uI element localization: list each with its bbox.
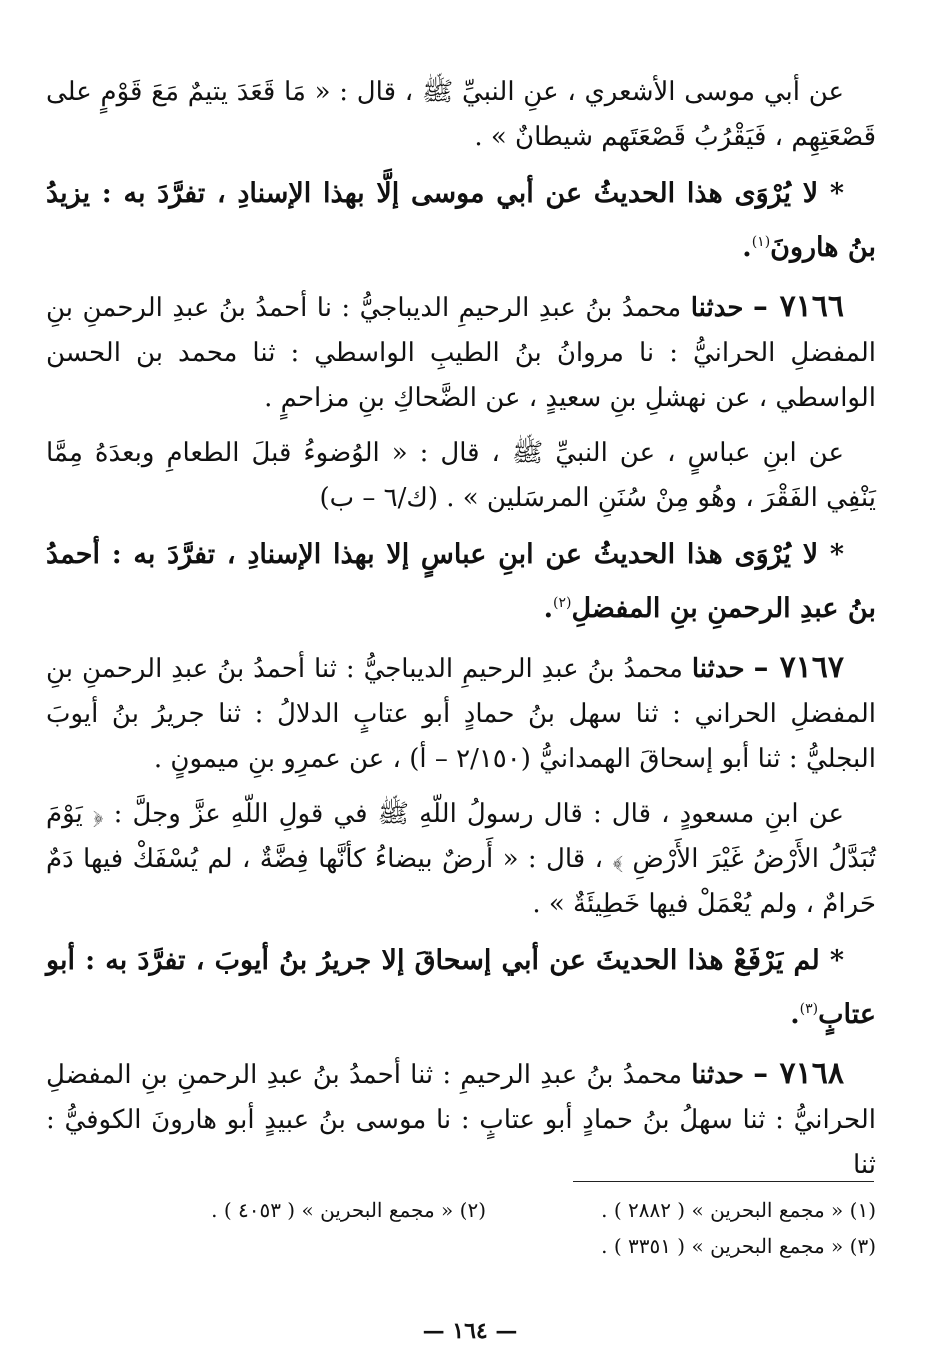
- hadith-number: ٧١٦٧ –: [753, 650, 845, 685]
- hadith-text-content: عن ابنِ مسعودٍ ، قال : قال رسولُ اللّهِ ﷺ في قولِ اللّهِ عزَّ وجلَّ : ﴿ يَوْمَ تُبَدَّلُ الأَرْضُ غَيْرَ الأَرْضِ ﴾ ، قال : « أَرضٌ بيضاءُ كأنَّها فِضَّةٌ ، لم يُسْفَكْ فيها دَمٌ حَرامٌ ، ولم يُعْمَلْ فيها خَطِيئَةٌ » .: [46, 799, 876, 919]
- editor-note: * لا يُرْوَى هذا الحديثُ عن ابنِ عباسٍ إلا بهذا الإسنادِ ، تفرَّدَ به : أحمدُ بنُ عبدِ الرحمنِ بنِ المفضلِ$^{(٢)}$.: [46, 539, 876, 624]
- isnad-paragraph: [46, 645, 876, 782]
- hadith-text-content: عن أبي موسى الأشعري ، عنِ النبيِّ ﷺ ، قال : « مَا قَعَدَ يتيمٌ مَعَ قَوْمٍ على قَصْعَتِهِم ، فَيَقْرُبُ قَصْعَتَهم شيطانٌ » .: [46, 77, 876, 152]
- isnad-paragraph: [46, 284, 876, 421]
- note-text: * لم يَرْفَعْ هذا الحديثَ عن أبي إسحاقَ إلا جريرُ بنُ أيوبَ ، تفرَّدَ به : أبو عتابٍ: [46, 945, 876, 1030]
- hadith-text: [46, 431, 876, 521]
- footnote-3: (٣) « مجمع البحرين » ( ٣٣٥١ ) .: [601, 1234, 876, 1258]
- note-text: * لا يُرْوَى هذا الحديثُ عن أبي موسى إلَّا بهذا الإسنادِ ، تفرَّدَ به : يزيدُ بنُ هارونَ: [46, 178, 876, 263]
- hadith-text: [46, 792, 876, 927]
- isnad-lead: حدثنا: [690, 293, 744, 323]
- hadith-number: ٧١٦٨ –: [753, 1056, 844, 1091]
- footnote-marker: (٣): [799, 1001, 819, 1017]
- footnote-divider: [573, 1181, 874, 1182]
- footnotes: [60, 1192, 876, 1264]
- editor-note: * لم يَرْفَعْ هذا الحديثَ عن أبي إسحاقَ إلا جريرُ بنُ أيوبَ ، تفرَّدَ به : أبو عتابٍ$^{(٣)}$.: [46, 945, 876, 1030]
- editor-note: * لا يُرْوَى هذا الحديثُ عن أبي موسى إلَّا بهذا الإسنادِ ، تفرَّدَ به : يزيدُ بنُ هارونَ$^{(١)}$.: [46, 178, 876, 263]
- footnote-2: (٢) « مجمع البحرين » ( ٤٠٥٣ ) .: [211, 1198, 486, 1222]
- page-body: [46, 70, 876, 1198]
- footnote-row: [60, 1228, 876, 1264]
- isnad-text: محمدُ بنُ عبدِ الرحيمِ الديباجيُّ : نا أحمدُ بنُ عبدِ الرحمنِ بنِ المفضلِ الحرانيُّ : نا مروانُ بنُ الطيبِ الواسطي : ثنا محمد بن الحسن الواسطي ، عن نهشلِ بنِ سعيدٍ ، عن الضَّحاكِ بنِ مزاحمٍ .: [46, 293, 876, 413]
- isnad-paragraph: [46, 1051, 876, 1188]
- isnad-lead: حدثنا: [691, 1060, 744, 1090]
- hadith-text-content: عن ابنِ عباسٍ ، عن النبيِّ ﷺ ، قال : « الوُضوءُ قبلَ الطعامِ وبعدَهُ مِمَّا يَنْفِي الفَقْرَ ، وهُو مِنْ سُنَنِ المرسَلين » . (ك/٦ – ب): [46, 438, 876, 513]
- footnote-marker: (١): [751, 234, 771, 250]
- isnad-text: محمدُ بنُ عبدِ الرحيمِ : ثنا أحمدُ بنُ عبدِ الرحمنِ بنِ المفضلِ الحرانيُّ : ثنا سهلُ بنُ حمادٍ أبو عتابٍ : نا موسى بنُ عبيدٍ أبو هارونَ الكوفيُّ : ثنا: [46, 1060, 876, 1180]
- footnote-row: [60, 1192, 876, 1228]
- isnad-text: محمدُ بنُ عبدِ الرحيمِ الديباجيُّ : ثنا أحمدُ بنُ عبدِ الرحمنِ بنِ المفضلِ الحراني : ثنا سهل بنُ حمادٍ أبو عتابٍ الدلالُ : ثنا جريرُ بنُ أيوبَ البجليُّ : ثنا أبو إسحاقَ الهمدانيُّ (٢/١٥٠ – أ) ، عن عمرِو بنِ ميمونٍ .: [46, 654, 876, 774]
- footnote-marker: (٢): [553, 595, 572, 611]
- footnote-1: (١) « مجمع البحرين » ( ٢٨٨٢ ) .: [601, 1198, 876, 1222]
- page-number: — ١٦٤ —: [422, 1318, 518, 1344]
- hadith-text: [46, 70, 876, 160]
- isnad-lead: حدثنا: [691, 654, 745, 684]
- note-text: * لا يُرْوَى هذا الحديثُ عن ابنِ عباسٍ إلا بهذا الإسنادِ ، تفرَّدَ به : أحمدُ بنُ عبدِ الرحمنِ بنِ المفضلِ: [46, 539, 876, 624]
- hadith-number: ٧١٦٦ –: [752, 289, 845, 324]
